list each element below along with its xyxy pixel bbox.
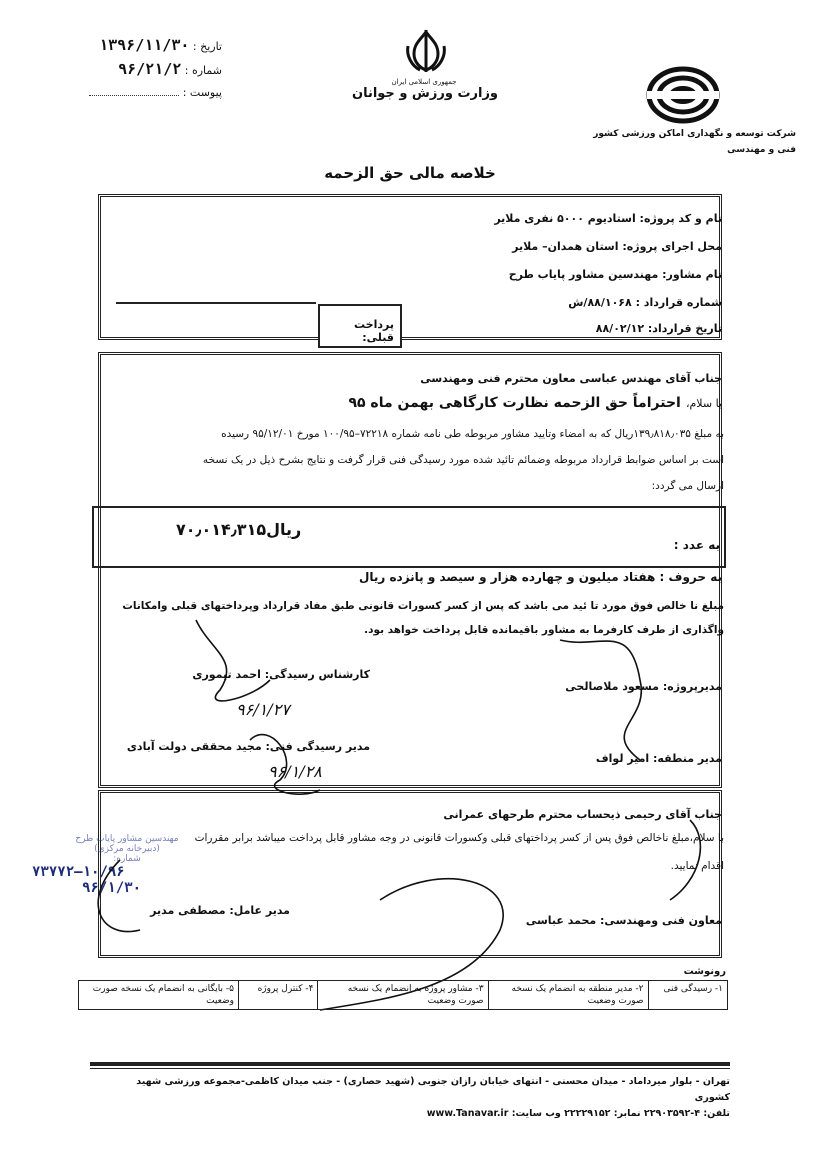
footer-phone: تلفن: ۴-۲۲۹۰۳۵۹۲ نمابر: ۲۲۲۲۹۱۵۲ وب سایت:: [511, 1108, 730, 1119]
letter1-note-2: واگذاری از طرف کارفرما به مشاور باقیمانده قابل پرداخت خواهد بود.: [364, 624, 724, 636]
letter2-addressee: جناب آقای رحیمی ذیحساب محترم طرحهای عمرانی: [443, 808, 722, 821]
letter1-opening: [110, 392, 722, 411]
routing-cell-4: ۴- کنترل پروژه: [239, 981, 318, 1010]
amount-in-words: به حروف : هفتاد میلیون و چهارده هزار و سیصد و پانزده ریال: [358, 570, 722, 584]
prepayment-label: پرداخت قبلی:: [354, 318, 394, 344]
stamp-line-3: شماره:: [113, 854, 141, 864]
routing-cell-1: ۱- رسیدگی فنی: [648, 981, 727, 1010]
company-logo-icon: [645, 66, 721, 124]
footer: [100, 1074, 730, 1122]
letter2-body-2: اقدام نمایید.: [670, 860, 724, 872]
sig-tech-review-manager: مدیر رسیدگی فنی: مجید محققی دولت آبادی: [126, 740, 370, 753]
stamp-line-1: مهندسین مشاور پایاب طرح: [75, 834, 179, 844]
sig-reviewer: کارشناس رسیدگی: احمد تیموری: [192, 668, 370, 681]
sig-ceo: مدیر عامل: مصطفی مدیر: [150, 904, 290, 917]
handwritten-date-2: ۹۶/۱/۲۸: [268, 762, 322, 781]
contract-date: تاریخ قرارداد: ۸۸/۰۲/۱۲: [595, 322, 722, 335]
stamp-number: ۱۰/۹۶–۷۳۷۷۲: [32, 864, 125, 880]
consultant-name: نام مشاور: مهندسین مشاور پایاب طرح: [508, 268, 722, 281]
letter1-salutation: با سلام،: [685, 397, 722, 410]
project-location: محل اجرای پروژه: استان همدان– ملایر: [512, 240, 722, 253]
amount-label: به عدد :: [673, 538, 720, 552]
letter1-body-3: ارسال می گردد:: [651, 480, 724, 492]
letter1-addressee: جناب آقای مهندس عباسی معاون محترم فنی ومهندسی: [420, 372, 722, 385]
routing-cell-3: ۳- مشاور پروژه به انضمام یک نسخه صورت وضعیت: [318, 981, 488, 1010]
letter1-subject: احتراماً حق الزحمه نظارت کارگاهی بهمن ماه ۹۵: [348, 395, 681, 411]
document-title: خلاصه مالی حق الزحمه: [324, 164, 496, 182]
ministry-name: وزارت ورزش و جوانان: [351, 86, 499, 101]
footer-rule: [90, 1062, 730, 1066]
number-line: [62, 58, 222, 82]
attach-line: [62, 82, 222, 104]
letter2-body-1: با سلام،مبلغ ناخالص فوق پس از کسر پرداختهای قبلی وکسورات قانونی در وجه مشاور قابل پرداخت میباشد برابر مقررات: [194, 832, 724, 844]
contract-number: شماره قرارداد : ۸۸/۱۰۶۸/ش: [568, 296, 722, 309]
stamp-date: ۹۶/۱/۳۰: [82, 880, 142, 896]
number-label: شماره :: [184, 64, 222, 77]
letter1-body-2: است بر اساس ضوابط قرارداد مربوطه وضمائم تائید شده مورد رسیدگی فنی قرار گرفت و نتایج بشرح ذیل در یک نسخه: [202, 454, 724, 466]
attach-label: پیوست :: [182, 86, 222, 99]
routing-cell-5: ۵- بایگانی به انضمام یک نسخه صورت وضعیت: [79, 981, 239, 1010]
footer-website[interactable]: www.Tanavar.ir: [426, 1108, 509, 1119]
handwritten-date-1: ۹۶/۱/۲۷: [236, 700, 290, 719]
routing-cell-2: ۲- مدیر منطقه به انضمام یک نسخه صورت وضعیت: [488, 981, 648, 1010]
gov-subtitle: جمهوری اسلامی ایران: [391, 78, 457, 86]
sig-project-manager: مدیرپروژه: مسعود ملاصالحی: [565, 680, 722, 693]
letter-meta: [62, 34, 222, 104]
sig-tech-deputy: معاون فنی ومهندسی: محمد عباسی: [525, 914, 722, 927]
routing-title: رونوشت: [683, 966, 726, 977]
amount-number: ۷۰٫۰۱۴٫۳۱۵ریال: [176, 520, 302, 539]
footer-rule-thin: [90, 1068, 730, 1069]
letter1-body-1: به مبلغ ۱۳۹٫۸۱۸٫۰۳۵ریال که به امضاء وتایید مشاور مربوطه طی نامه شماره ۷۲۲۱۸–۱۰۰/۹۵ مورخ ۹۵/۱۲/۰۱ رسیده: [221, 428, 724, 440]
company-line-1: شرکت توسعه و نگهداری اماکن ورزشی کشور: [593, 129, 796, 139]
project-name: نام و کد پروژه: استادیوم ۵۰۰۰ نفری ملایر: [494, 212, 722, 225]
footer-contact: [100, 1106, 730, 1122]
footer-address: تهران - بلوار میرداماد - میدان محسنی - انتهای خیابان رازان جنوبی (شهید حصاری) - جنب میدان کاظمی-مجموعه ورزشی شهید کشوری: [136, 1076, 730, 1103]
company-line-2: فنی و مهندسی: [727, 145, 796, 155]
iran-emblem-icon: [404, 28, 448, 74]
divider: [116, 302, 316, 304]
date-value: ۱۳۹۶/۱۱/۳۰: [99, 36, 190, 54]
company-name: [520, 126, 796, 158]
number-value: ۹۶/۲۱/۲: [118, 60, 182, 78]
date-label: تاریخ :: [192, 40, 222, 53]
stamp-line-2: (دبیرخانه مرکزی): [94, 844, 160, 854]
sig-region-manager: مدیر منطقه: امیر لواف: [595, 752, 722, 765]
received-stamp: [32, 834, 222, 918]
letter1-note-1: مبلغ نا خالص فوق مورد تا ئید می باشد که پس از کسر کسورات قانونی طبق مفاد قرارداد وپرداختهای قبلی وامکانات: [122, 600, 724, 612]
date-line: [62, 34, 222, 58]
prepayment-box: [318, 304, 402, 348]
routing-table: [78, 980, 728, 1010]
